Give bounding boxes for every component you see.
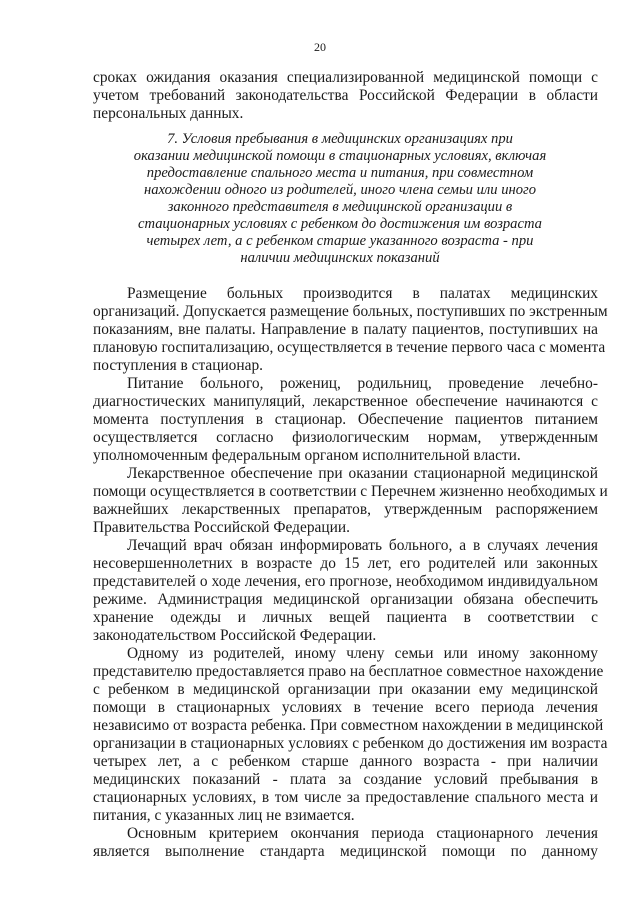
section-heading-line: стационарных условиях с ребенком до достижения им возраста xyxy=(138,216,542,232)
paragraph-line: законодательством Российской Федерации. xyxy=(93,627,377,644)
paragraph-line: Основным критерием окончания периода стационарного лечения xyxy=(127,825,598,842)
page-number: 20 xyxy=(314,40,326,54)
paragraph-line: стационарных условиях, в том числе за предоставление спального места и xyxy=(93,789,598,806)
paragraph-line: представителю предоставляется право на бесплатное совместное нахождение xyxy=(93,663,604,680)
section-heading-line: законного представителя в медицинской организации в xyxy=(167,199,513,215)
paragraph-line: режиме. Администрация медицинской организации обязана обеспечить xyxy=(93,591,598,608)
paragraph-line: Одному из родителей, иному члену семьи или иному законному xyxy=(127,645,598,662)
section-heading-line: 7. Условия пребывания в медицинских организациях при xyxy=(167,131,513,147)
paragraph-line: четырех лет, а с ребенком старше данного возраста - при наличии xyxy=(93,753,598,770)
paragraph-line: поступления в стационар. xyxy=(93,357,263,374)
paragraph-line: показаниям, вне палаты. Направление в палату пациентов, поступивших на xyxy=(93,321,598,338)
paragraph-line: важнейших лекарственных препаратов, утвержденным распоряжением xyxy=(93,501,598,518)
paragraph-line: является выполнение стандарта медицинской помощи по данному xyxy=(93,843,598,860)
intro-line: учетом требований законодательства Российской Федерации в области xyxy=(93,87,598,104)
paragraph-line: Размещение больных производится в палатах медицинских xyxy=(127,285,598,302)
intro-line: персональных данных. xyxy=(93,105,244,122)
paragraph-line: с ребенком в медицинской организации при оказании ему медицинской xyxy=(93,681,598,698)
section-heading-line: оказании медицинской помощи в стационарных условиях, включая xyxy=(133,148,547,164)
paragraph-line: медицинских показаний - плата за создание условий пребывания в xyxy=(93,771,598,788)
section-heading-line: предоставление спального места и питания, при совместном xyxy=(146,165,534,181)
paragraph-line: организаций. Допускается размещение больных, поступивших по экстренным xyxy=(93,303,608,320)
paragraph-line: диагностических манипуляций, лекарственное обеспечение начинаются с xyxy=(93,393,598,410)
paragraph-line: независимо от возраста ребенка. При совместном нахождении в медицинской xyxy=(93,717,604,734)
paragraph-line: уполномоченным федеральным органом исполнительной власти. xyxy=(93,447,521,464)
paragraph-line: хранение одежды и личных вещей пациента в соответствии с xyxy=(93,609,598,626)
paragraph-line: осуществляется согласно физиологическим нормам, утвержденным xyxy=(93,429,598,446)
paragraph-line: несовершеннолетних в возрасте до 15 лет, его родителей или законных xyxy=(93,555,598,572)
paragraph-line: организации в стационарных условиях с ребенком до достижения им возраста xyxy=(93,735,608,752)
paragraph-line: представителей о ходе лечения, его прогнозе, необходимом индивидуальном xyxy=(93,573,598,590)
paragraph-line: момента поступления в стационар. Обеспечение пациентов питанием xyxy=(93,411,598,428)
paragraph-line: помощи осуществляется в соответствии с Перечнем жизненно необходимых и xyxy=(93,483,608,500)
intro-line: сроках ожидания оказания специализированной медицинской помощи с xyxy=(93,69,598,86)
paragraph-line: Лекарственное обеспечение при оказании стационарной медицинской xyxy=(127,465,598,482)
section-heading-line: четырех лет, а с ребенком старше указанного возраста - при xyxy=(146,233,534,249)
paragraph-line: плановую госпитализацию, осуществляется в течение первого часа с момента xyxy=(93,339,606,356)
section-heading-line: нахождении одного из родителей, иного члена семьи или иного xyxy=(143,182,537,198)
paragraph-line: помощи в стационарных условиях в течение всего периода лечения xyxy=(93,699,598,716)
paragraph-line: Правительства Российской Федерации. xyxy=(93,519,350,536)
paragraph-line: питания, с указанных лиц не взимается. xyxy=(93,807,355,824)
section-heading-line: наличии медицинских показаний xyxy=(240,250,440,266)
paragraph-line: Лечащий врач обязан информировать больного, а в случаях лечения xyxy=(127,537,598,554)
paragraph-line: Питание больного, рожениц, родильниц, проведение лечебно- xyxy=(127,375,598,392)
